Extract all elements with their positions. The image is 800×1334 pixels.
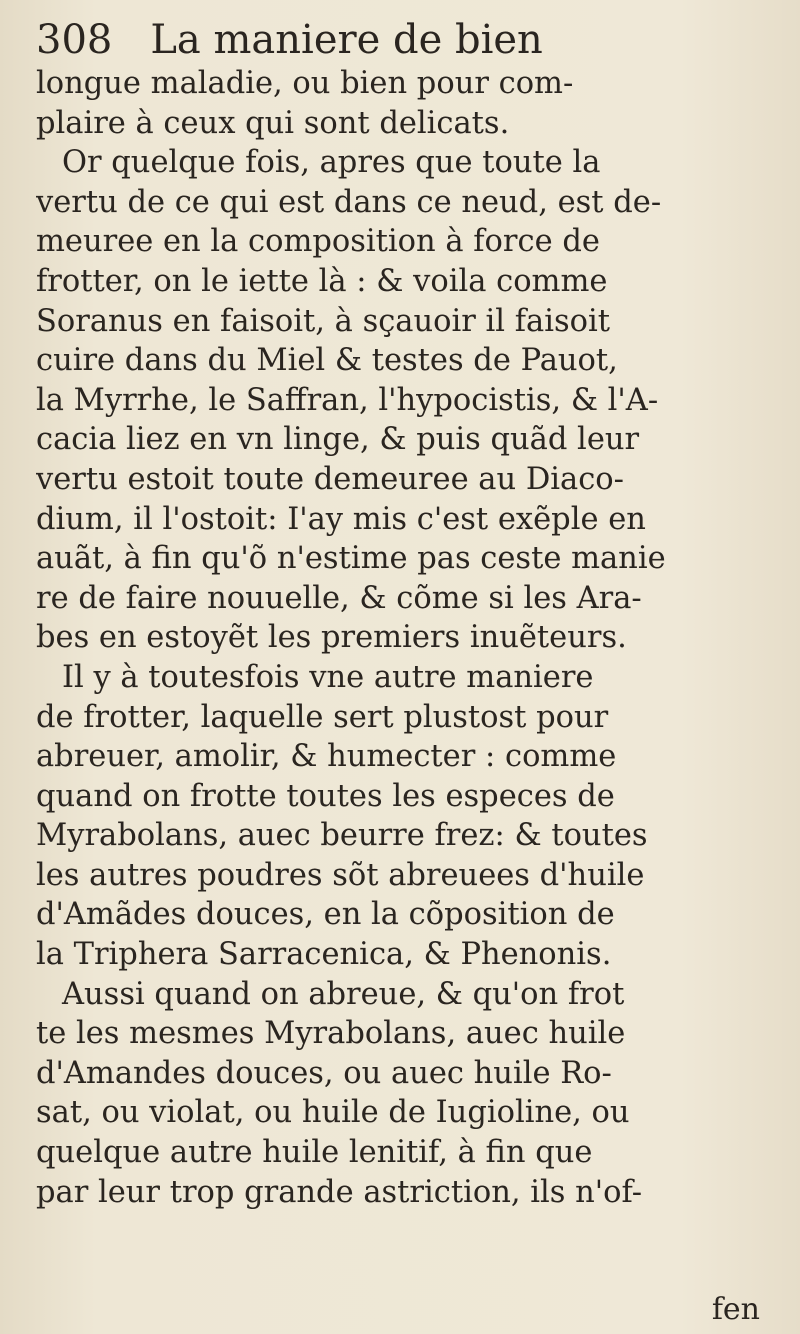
text-line: Soranus en faisoit, à sçauoir il faisoit xyxy=(36,303,610,339)
catchword: fen xyxy=(711,1292,760,1327)
text-line: longue maladie, ou bien pour com- xyxy=(36,66,574,101)
text-line: les autres poudres sõt abreuees d'huile xyxy=(36,857,645,893)
text-line: auãt, à fin qu'õ n'estime pas ceste manie xyxy=(36,541,666,577)
text-line: la Triphera Sarracenica, & Phenonis. xyxy=(36,937,612,973)
text-line: d'Amandes douces, ou auec huile Ro- xyxy=(36,1055,612,1091)
page-header xyxy=(36,12,543,68)
page-number: 308 xyxy=(36,17,113,63)
text-line: quand on frotte toutes les especes de xyxy=(36,778,615,814)
text-line: Myrabolans, auec beurre frez: & toutes xyxy=(36,818,648,854)
text-line: vertu estoit toute demeuree au Diaco- xyxy=(36,461,624,497)
text-line: cuire dans du Miel & testes de Pauot, xyxy=(36,343,618,379)
text-line: vertu de ce qui est dans ce neud, est de- xyxy=(36,184,662,220)
text-line: de frotter, laquelle sert plustost pour xyxy=(36,699,609,735)
text-line: par leur trop grande astriction, ils n'of- xyxy=(36,1174,642,1210)
text-line: Il y à toutesfois vne autre maniere xyxy=(62,659,594,695)
text-line: dium, il l'ostoit: I'ay mis c'est exẽple en xyxy=(36,501,646,537)
text-line: te les mesmes Myrabolans, auec huile xyxy=(36,1016,626,1052)
body-text xyxy=(36,64,786,1212)
text-line: plaire à ceux qui sont delicats. xyxy=(36,105,510,141)
text-line: d'Amãdes douces, en la cõposition de xyxy=(36,897,615,933)
text-line: cacia liez en vn linge, & puis quãd leur xyxy=(36,422,640,458)
text-line: Aussi quand on abreue, & qu'on frot xyxy=(62,976,625,1012)
running-title: La maniere de bien xyxy=(150,17,543,63)
text-line: quelque autre huile lenitif, à fin que xyxy=(36,1135,593,1171)
text-line: re de faire nouuelle, & cõme si les Ara- xyxy=(36,580,642,616)
text-line: meuree en la composition à force de xyxy=(36,224,600,260)
text-line: abreuer, amolir, & humecter : comme xyxy=(36,739,617,775)
text-line: Or quelque fois, apres que toute la xyxy=(62,145,601,181)
text-line: bes en estoyẽt les premiers inuẽteurs. xyxy=(36,620,627,656)
text-line: frotter, on le iette là : & voila comme xyxy=(36,263,608,299)
text-line: sat, ou violat, ou huile de Iugioline, ou xyxy=(36,1095,630,1131)
text-line: la Myrrhe, le Saffran, l'hypocistis, & l'A- xyxy=(36,382,659,418)
